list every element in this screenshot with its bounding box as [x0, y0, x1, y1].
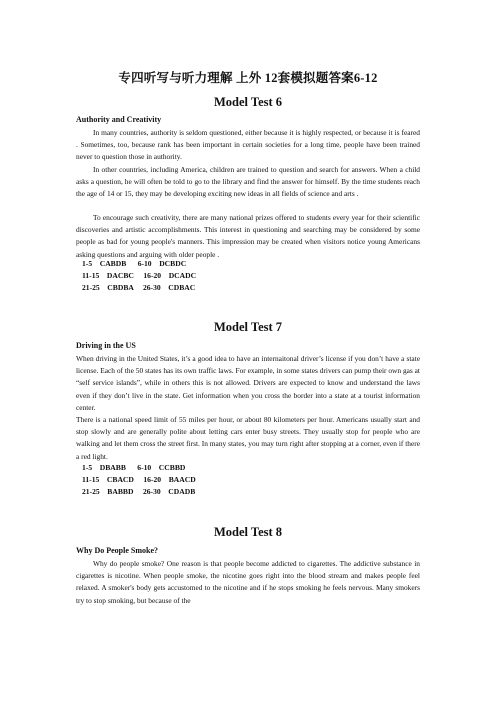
answer-row: 1-5 DBABB 6-10 CCBBD: [82, 463, 186, 472]
test-8-heading: Model Test 8: [213, 525, 283, 539]
test-7-paragraph-1: When driving in the United States, it’s a good idea to have an internaitonal driver’s license if you don’t have a state license. Each of the 50 states has its own traffic laws. For example, in some states drivers can pump their own gas at “self service islands”, while in others this is not allowed. Drivers are expected to know and understand the laws even if they don’t live in the state. Get information when you cross the border into a state at a tourist information center.: [76, 354, 420, 412]
answer-row: 11-15 CBACD 16-20 BAACD: [82, 475, 196, 485]
test-6-answer-key: [82, 258, 196, 295]
test-8-paragraph-1: Why do people smoke? One reason is that people become addicted to cigarettes. The addictive substance in cigarettes is nicotine. When people smoke, the nicotine goes right into the blood stream and makes people feel relaxed. A smoker's body gets accustomed to the nicotine and if he stops smoking he feels nervous. Many smokers try to stop smoking, but because of the: [76, 559, 420, 605]
test-7-heading: Model Test 7: [213, 320, 283, 334]
answer-row: 21-25 CBDBA 26-30 CDBAC: [82, 283, 196, 293]
test-6-paragraph-3: To encourage such creativity, there are many national prizes offered to students every year for their scientific discoveries and artistic accomplishments. This interest in questioning and searching may be considered by some people as bad for young people's manners. This impression may be created when visitors notice young Americans asking questions and arguing with older people .: [76, 213, 420, 259]
test-6-paragraph-1: In many countries, authority is seldom questioned, either because it is highly respected, or because it is feared . Sometimes, too, because rank has been important in certain societies for a long time, people have been trained never to question those in authority.: [76, 128, 420, 162]
test-7-answer-key: [82, 462, 196, 499]
test-6-heading: Model Test 6: [213, 95, 283, 109]
test-6-section-title: Authority and Creativity: [76, 115, 162, 124]
test-7-paragraph-2: There is a national speed limit of 55 miles per hour, or about 80 kilometers per hour. Americans usually start and stop slowly and are generally polite about letting cars enter busy streets. They usually stop for people who are walking and let them cross the street first. In many states, you may turn right after stopping at a corner, even if there a red light.: [76, 415, 420, 461]
test-6-paragraph-2: In other countries, including America, children are trained to question and search for answers. When a child asks a question, he will often be told to go to the library and find the answer for himself. By the time students reach the age of 14 or 15, they may be developing exciting new ideas in all fields of science and arts .: [76, 165, 420, 199]
document-title: 专四听写与听力理解 上外 12套模拟题答案6-12: [118, 71, 378, 85]
test-8-section-title: Why Do People Smoke?: [76, 546, 158, 555]
answer-row: 1-5 CABDB 6-10 DCBDC: [82, 259, 187, 268]
answer-row: 11-15 DACBC 16-20 DCADC: [82, 271, 197, 281]
test-7-section-title: Driving in the US: [76, 341, 136, 350]
answer-row: 21-25 BABBD 26-30 CDADB: [82, 487, 196, 497]
